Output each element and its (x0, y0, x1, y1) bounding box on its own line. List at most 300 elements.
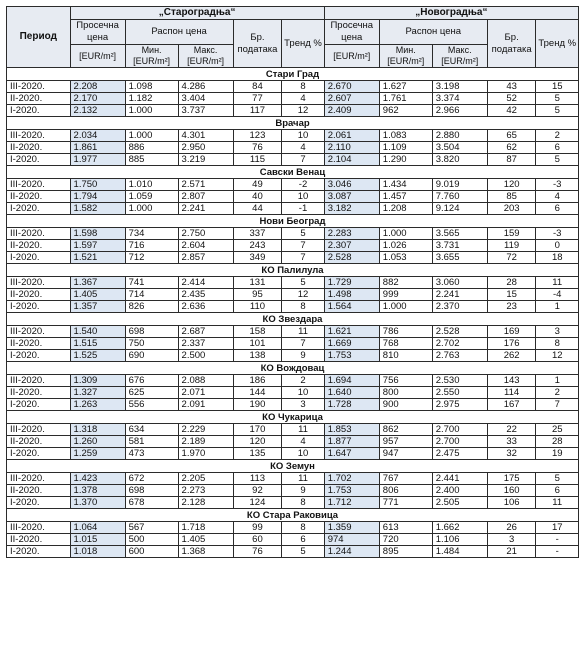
count-header: Бр. података (233, 20, 282, 68)
new-build-header: „Новоградња“ (324, 7, 578, 20)
count-cell: 65 (487, 130, 536, 142)
count-cell: 175 (487, 473, 536, 485)
trend-cell: 5 (282, 228, 324, 240)
trend-cell: 5 (282, 546, 324, 558)
max-price-cell: 2.241 (178, 203, 233, 215)
trend-cell: 6 (536, 142, 579, 154)
avg-price-cell: 1.521 (70, 252, 125, 264)
section-row (7, 509, 579, 522)
avg-price-cell: 1.669 (324, 338, 379, 350)
min-price-cell: 862 (379, 424, 432, 436)
min-price-cell: 1.053 (379, 252, 432, 264)
section-title: КО Палилула (7, 264, 579, 277)
count-cell: 110 (233, 301, 282, 313)
table-row (7, 277, 579, 289)
table-row (7, 289, 579, 301)
trend-cell: 3 (282, 399, 324, 411)
min-price-cell: 473 (125, 448, 178, 460)
min-price-cell: 1.457 (379, 191, 432, 203)
period-cell: I-2020. (7, 546, 71, 558)
count-cell: 76 (233, 546, 282, 558)
count-cell: 77 (233, 93, 282, 105)
max-price-cell: 2.088 (178, 375, 233, 387)
table-row (7, 154, 579, 166)
max-price-cell: 3.374 (432, 93, 487, 105)
max-price-cell: 2.636 (178, 301, 233, 313)
avg-price-cell: 1.515 (70, 338, 125, 350)
min-price-cell: 1.083 (379, 130, 432, 142)
max-price-cell: 3.219 (178, 154, 233, 166)
min-price-cell: 1.182 (125, 93, 178, 105)
avg-price-cell: 2.528 (324, 252, 379, 264)
max-price-cell: 3.504 (432, 142, 487, 154)
min-price-cell: 756 (379, 375, 432, 387)
min-price-cell: 768 (379, 338, 432, 350)
max-price-cell: 2.880 (432, 130, 487, 142)
count-cell: 144 (233, 387, 282, 399)
min-price-cell: 1.010 (125, 179, 178, 191)
avg-price-cell: 1.794 (70, 191, 125, 203)
count-cell: 113 (233, 473, 282, 485)
section-row (7, 460, 579, 473)
avg-price-cell: 1.260 (70, 436, 125, 448)
avg-price-cell: 1.750 (70, 179, 125, 191)
max-price-cell: 2.857 (178, 252, 233, 264)
trend-cell: 0 (536, 240, 579, 252)
section-row (7, 68, 579, 81)
trend-cell: 6 (282, 534, 324, 546)
trend-cell: 10 (282, 130, 324, 142)
trend-cell: -1 (282, 203, 324, 215)
max-price-cell: 2.241 (432, 289, 487, 301)
table-row (7, 81, 579, 93)
period-cell: II-2020. (7, 142, 71, 154)
min-price-cell: 581 (125, 436, 178, 448)
period-cell: II-2020. (7, 485, 71, 497)
avg-price-cell: 2.283 (324, 228, 379, 240)
min-price-cell: 999 (379, 289, 432, 301)
min-price-cell: 1.290 (379, 154, 432, 166)
trend-cell: 1 (536, 375, 579, 387)
section-row (7, 166, 579, 179)
section-title: КО Земун (7, 460, 579, 473)
table-header (7, 7, 579, 68)
avg-price-header: Просечна цена (70, 20, 125, 45)
count-cell: 337 (233, 228, 282, 240)
count-cell: 167 (487, 399, 536, 411)
avg-price-cell: 2.104 (324, 154, 379, 166)
count-cell: 158 (233, 326, 282, 338)
avg-price-cell: 1.640 (324, 387, 379, 399)
table-row (7, 203, 579, 215)
max-price-cell: 2.966 (432, 105, 487, 117)
section-title: Савски Венац (7, 166, 579, 179)
table-row (7, 338, 579, 350)
max-price-cell: 2.687 (178, 326, 233, 338)
trend-cell: 7 (282, 252, 324, 264)
period-cell: II-2020. (7, 436, 71, 448)
count-header: Бр. података (487, 20, 536, 68)
trend-cell: 10 (282, 387, 324, 399)
table-row (7, 179, 579, 191)
avg-price-cell: 2.670 (324, 81, 379, 93)
table-row (7, 301, 579, 313)
count-cell: 85 (487, 191, 536, 203)
min-price-cell: 716 (125, 240, 178, 252)
avg-price-cell: 1.540 (70, 326, 125, 338)
min-price-cell: 734 (125, 228, 178, 240)
section-title: КО Вождовац (7, 362, 579, 375)
min-price-cell: 885 (125, 154, 178, 166)
trend-cell: 5 (536, 473, 579, 485)
max-price-cell: 2.500 (178, 350, 233, 362)
max-price-cell: 2.273 (178, 485, 233, 497)
min-price-cell: 1.000 (125, 105, 178, 117)
table-row (7, 522, 579, 534)
count-cell: 131 (233, 277, 282, 289)
table-row (7, 142, 579, 154)
min-price-cell: 1.026 (379, 240, 432, 252)
avg-price-cell: 2.409 (324, 105, 379, 117)
min-price-cell: 895 (379, 546, 432, 558)
count-cell: 143 (487, 375, 536, 387)
min-price-cell: 1.000 (379, 301, 432, 313)
trend-cell: 5 (536, 154, 579, 166)
avg-price-cell: 1.853 (324, 424, 379, 436)
period-cell: II-2020. (7, 240, 71, 252)
trend-cell: 5 (282, 277, 324, 289)
min-price-cell: 786 (379, 326, 432, 338)
min-price-cell: 962 (379, 105, 432, 117)
trend-cell: 10 (282, 191, 324, 203)
trend-cell: 9 (282, 485, 324, 497)
max-price-cell: 2.400 (432, 485, 487, 497)
count-cell: 43 (487, 81, 536, 93)
table-row (7, 534, 579, 546)
min-price-cell: 947 (379, 448, 432, 460)
avg-price-cell: 1.525 (70, 350, 125, 362)
period-header: Период (7, 7, 71, 68)
max-price-cell: 2.475 (432, 448, 487, 460)
avg-price-cell: 974 (324, 534, 379, 546)
count-cell: 44 (233, 203, 282, 215)
max-price-cell: 2.229 (178, 424, 233, 436)
avg-price-cell: 1.357 (70, 301, 125, 313)
min-price-cell: 1.109 (379, 142, 432, 154)
table-row (7, 350, 579, 362)
table-row (7, 93, 579, 105)
min-price-cell: 676 (125, 375, 178, 387)
trend-cell: 3 (536, 326, 579, 338)
trend-cell: 25 (536, 424, 579, 436)
old-build-header: „Староградња“ (70, 7, 324, 20)
period-cell: II-2020. (7, 338, 71, 350)
min-price-cell: 741 (125, 277, 178, 289)
count-cell: 203 (487, 203, 536, 215)
count-cell: 3 (487, 534, 536, 546)
table-row (7, 228, 579, 240)
trend-cell: 11 (282, 326, 324, 338)
table-row (7, 130, 579, 142)
count-cell: 176 (487, 338, 536, 350)
period-cell: I-2020. (7, 105, 71, 117)
min-price-cell: 1.000 (379, 228, 432, 240)
count-cell: 349 (233, 252, 282, 264)
min-price-cell: 900 (379, 399, 432, 411)
count-cell: 159 (487, 228, 536, 240)
trend-cell: 6 (536, 485, 579, 497)
min-price-cell: 1.627 (379, 81, 432, 93)
count-cell: 84 (233, 81, 282, 93)
avg-price-cell: 2.208 (70, 81, 125, 93)
avg-price-cell: 1.753 (324, 485, 379, 497)
avg-price-cell: 1.405 (70, 289, 125, 301)
max-price-cell: 1.718 (178, 522, 233, 534)
avg-price-cell: 1.259 (70, 448, 125, 460)
min-price-cell: 767 (379, 473, 432, 485)
min-price-cell: 800 (379, 387, 432, 399)
trend-cell: 15 (536, 81, 579, 93)
table-row (7, 252, 579, 264)
price-table (6, 6, 579, 558)
price-range-header: Распон цена (379, 20, 487, 45)
count-cell: 186 (233, 375, 282, 387)
max-price-cell: 3.404 (178, 93, 233, 105)
min-price-cell: 634 (125, 424, 178, 436)
max-price-cell: 3.731 (432, 240, 487, 252)
table-row (7, 105, 579, 117)
avg-price-cell: 1.598 (70, 228, 125, 240)
period-cell: I-2020. (7, 399, 71, 411)
table-row (7, 448, 579, 460)
count-cell: 15 (487, 289, 536, 301)
avg-price-cell: 2.307 (324, 240, 379, 252)
count-cell: 92 (233, 485, 282, 497)
min-price-cell: 720 (379, 534, 432, 546)
trend-cell: 6 (536, 203, 579, 215)
min-price-cell: 714 (125, 289, 178, 301)
section-title: Стари Град (7, 68, 579, 81)
max-price-cell: 3.198 (432, 81, 487, 93)
max-price-cell: 1.484 (432, 546, 487, 558)
count-cell: 40 (233, 191, 282, 203)
period-cell: I-2020. (7, 252, 71, 264)
min-price-cell: 810 (379, 350, 432, 362)
count-cell: 190 (233, 399, 282, 411)
trend-cell: -3 (536, 179, 579, 191)
count-cell: 42 (487, 105, 536, 117)
trend-cell: 12 (536, 350, 579, 362)
max-price-cell: 2.700 (432, 436, 487, 448)
min-price-cell: 1.208 (379, 203, 432, 215)
max-price-cell: 2.807 (178, 191, 233, 203)
count-cell: 72 (487, 252, 536, 264)
count-cell: 119 (487, 240, 536, 252)
table-body (7, 68, 579, 558)
avg-price-cell: 1.564 (324, 301, 379, 313)
table-row (7, 497, 579, 509)
period-cell: II-2020. (7, 191, 71, 203)
period-cell: II-2020. (7, 534, 71, 546)
count-cell: 170 (233, 424, 282, 436)
max-price-cell: 2.700 (432, 424, 487, 436)
trend-cell: 19 (536, 448, 579, 460)
table-row (7, 240, 579, 252)
trend-cell: 8 (282, 497, 324, 509)
min-price-cell: 613 (379, 522, 432, 534)
count-cell: 120 (233, 436, 282, 448)
count-cell: 117 (233, 105, 282, 117)
section-row (7, 117, 579, 130)
period-cell: III-2020. (7, 326, 71, 338)
trend-cell: 1 (536, 301, 579, 313)
max-price-cell: 1.368 (178, 546, 233, 558)
trend-cell: 4 (282, 142, 324, 154)
max-price-cell: 3.737 (178, 105, 233, 117)
count-cell: 49 (233, 179, 282, 191)
avg-price-cell: 2.061 (324, 130, 379, 142)
section-title: КО Чукарица (7, 411, 579, 424)
count-cell: 243 (233, 240, 282, 252)
period-cell: III-2020. (7, 522, 71, 534)
unit-label: [EUR/m²] (324, 45, 379, 68)
min-price-cell: 690 (125, 350, 178, 362)
count-cell: 123 (233, 130, 282, 142)
unit-label: [EUR/m²] (70, 45, 125, 68)
min-price-cell: 750 (125, 338, 178, 350)
trend-header: Тренд % (536, 20, 579, 68)
period-cell: I-2020. (7, 203, 71, 215)
period-cell: III-2020. (7, 473, 71, 485)
avg-price-cell: 1.367 (70, 277, 125, 289)
max-price-cell: 2.702 (432, 338, 487, 350)
period-cell: III-2020. (7, 130, 71, 142)
min-price-cell: 957 (379, 436, 432, 448)
count-cell: 138 (233, 350, 282, 362)
table-row (7, 375, 579, 387)
avg-price-cell: 1.728 (324, 399, 379, 411)
avg-price-cell: 1.309 (70, 375, 125, 387)
avg-price-cell: 1.861 (70, 142, 125, 154)
avg-price-cell: 1.327 (70, 387, 125, 399)
max-price-cell: 2.205 (178, 473, 233, 485)
max-price-cell: 1.106 (432, 534, 487, 546)
count-cell: 52 (487, 93, 536, 105)
trend-cell: 5 (536, 105, 579, 117)
max-price-cell: 2.414 (178, 277, 233, 289)
max-price-cell: 1.662 (432, 522, 487, 534)
table-row (7, 473, 579, 485)
count-cell: 23 (487, 301, 536, 313)
min-header: Мин. [EUR/m²] (379, 45, 432, 68)
max-price-cell: 2.071 (178, 387, 233, 399)
count-cell: 95 (233, 289, 282, 301)
count-cell: 169 (487, 326, 536, 338)
trend-cell: 2 (282, 375, 324, 387)
avg-price-cell: 1.712 (324, 497, 379, 509)
max-price-cell: 9.124 (432, 203, 487, 215)
trend-cell: 11 (282, 424, 324, 436)
table-row (7, 436, 579, 448)
max-price-cell: 4.301 (178, 130, 233, 142)
trend-cell: - (536, 534, 579, 546)
trend-cell: 17 (536, 522, 579, 534)
min-price-cell: 698 (125, 326, 178, 338)
max-price-cell: 4.286 (178, 81, 233, 93)
min-price-cell: 1.059 (125, 191, 178, 203)
avg-price-cell: 1.729 (324, 277, 379, 289)
count-cell: 106 (487, 497, 536, 509)
period-cell: I-2020. (7, 448, 71, 460)
avg-price-cell: 1.423 (70, 473, 125, 485)
min-price-cell: 1.098 (125, 81, 178, 93)
trend-cell: 7 (536, 399, 579, 411)
max-price-cell: 3.655 (432, 252, 487, 264)
avg-price-cell: 1.263 (70, 399, 125, 411)
trend-cell: -2 (282, 179, 324, 191)
count-cell: 120 (487, 179, 536, 191)
trend-cell: 7 (282, 240, 324, 252)
avg-price-cell: 1.977 (70, 154, 125, 166)
avg-price-cell: 1.753 (324, 350, 379, 362)
avg-price-cell: 1.877 (324, 436, 379, 448)
trend-cell: 9 (282, 350, 324, 362)
table-row (7, 387, 579, 399)
table-row (7, 485, 579, 497)
period-cell: II-2020. (7, 387, 71, 399)
period-cell: III-2020. (7, 81, 71, 93)
max-price-cell: 3.820 (432, 154, 487, 166)
avg-price-cell: 1.582 (70, 203, 125, 215)
min-price-cell: 886 (125, 142, 178, 154)
avg-price-cell: 1.018 (70, 546, 125, 558)
avg-price-cell: 1.621 (324, 326, 379, 338)
trend-cell: 11 (536, 277, 579, 289)
count-cell: 26 (487, 522, 536, 534)
count-cell: 62 (487, 142, 536, 154)
min-price-cell: 678 (125, 497, 178, 509)
min-price-cell: 1.000 (125, 130, 178, 142)
trend-cell: 11 (536, 497, 579, 509)
trend-cell: 4 (282, 436, 324, 448)
avg-price-cell: 1.015 (70, 534, 125, 546)
trend-cell: 12 (282, 289, 324, 301)
max-header: Макс. [EUR/m²] (178, 45, 233, 68)
trend-cell: 10 (282, 448, 324, 460)
period-cell: III-2020. (7, 228, 71, 240)
period-cell: I-2020. (7, 497, 71, 509)
table-row (7, 424, 579, 436)
avg-price-cell: 1.498 (324, 289, 379, 301)
avg-price-cell: 1.597 (70, 240, 125, 252)
avg-price-cell: 1.370 (70, 497, 125, 509)
min-price-cell: 567 (125, 522, 178, 534)
trend-cell: 7 (282, 154, 324, 166)
trend-cell: 11 (282, 473, 324, 485)
trend-cell: 5 (536, 93, 579, 105)
min-price-cell: 1.000 (125, 203, 178, 215)
min-price-cell: 500 (125, 534, 178, 546)
count-cell: 33 (487, 436, 536, 448)
max-price-cell: 2.550 (432, 387, 487, 399)
trend-cell: 2 (536, 387, 579, 399)
min-price-cell: 1.761 (379, 93, 432, 105)
table-row (7, 399, 579, 411)
max-price-cell: 2.435 (178, 289, 233, 301)
max-price-cell: 7.760 (432, 191, 487, 203)
max-header: Макс. [EUR/m²] (432, 45, 487, 68)
section-row (7, 264, 579, 277)
